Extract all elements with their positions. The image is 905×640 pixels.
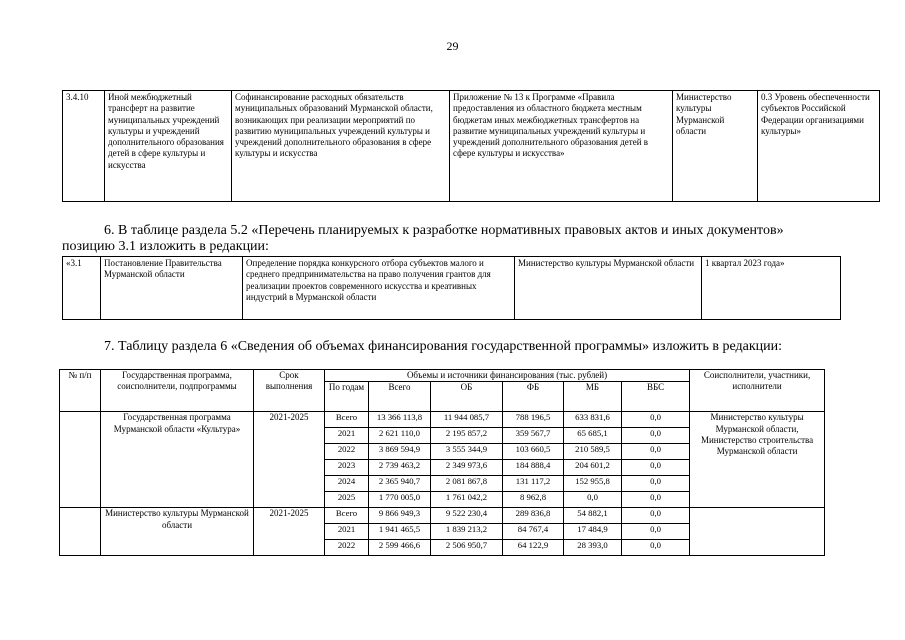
- vbs-cell: 0,0: [622, 444, 690, 460]
- mb-cell: 65 685,1: [564, 428, 622, 444]
- mb-cell: 28 393,0: [564, 540, 622, 556]
- ob-cell: 2 349 973,6: [431, 460, 503, 476]
- year-cell: 2025: [325, 492, 369, 508]
- measure-name: Иной межбюджетный трансферт на развитие муниципальных учреждений культуры и учреждений дополнительного образования детей в сфере культуры и искусства: [105, 91, 232, 202]
- page-number: 29: [446, 39, 459, 53]
- year-cell: 2021: [325, 524, 369, 540]
- table-row: [60, 508, 825, 524]
- vbs-cell: 0,0: [622, 428, 690, 444]
- paragraph-6-line-2: позицию 3.1 изложить в редакции:: [62, 239, 269, 254]
- year-cell: Всего: [325, 412, 369, 428]
- vbs-cell: 0,0: [622, 524, 690, 540]
- fb-cell: 289 836,8: [503, 508, 564, 524]
- program-term: 2021-2025: [254, 412, 325, 508]
- mb-cell: 54 882,1: [564, 508, 622, 524]
- program-executors: [690, 508, 825, 556]
- measure-indicator: 0.3 Уровень обеспеченности субъектов Российской Федерации организациями культуры»: [758, 91, 880, 202]
- fb-cell: 131 117,2: [503, 476, 564, 492]
- program-term: 2021-2025: [254, 508, 325, 556]
- fb-cell: 359 567,7: [503, 428, 564, 444]
- year-cell: 2021: [325, 428, 369, 444]
- fb-cell: 8 962,8: [503, 492, 564, 508]
- program-name: Государственная программа Мурманской области «Культура»: [101, 412, 254, 508]
- act-name: Постановление Правительства Мурманской области: [101, 257, 243, 320]
- paragraph-6-line-1: 6. В таблице раздела 5.2 «Перечень планируемых к разработке нормативных правовых актов и иных документов»: [104, 223, 784, 238]
- fb-cell: 84 767,4: [503, 524, 564, 540]
- header-vbs: ВБС: [622, 382, 690, 412]
- fb-cell: 788 196,5: [503, 412, 564, 428]
- total-cell: 1 770 005,0: [369, 492, 431, 508]
- table-row: [63, 257, 841, 320]
- fb-cell: 184 888,4: [503, 460, 564, 476]
- ob-cell: 3 555 344,9: [431, 444, 503, 460]
- mb-cell: 0,0: [564, 492, 622, 508]
- ob-cell: 1 839 213,2: [431, 524, 503, 540]
- financing-table: [59, 369, 825, 556]
- act-executor: Министерство культуры Мурманской области: [515, 257, 702, 320]
- year-cell: 2023: [325, 460, 369, 476]
- total-cell: 13 366 113,8: [369, 412, 431, 428]
- act-term: 1 квартал 2023 года»: [702, 257, 841, 320]
- year-cell: Всего: [325, 508, 369, 524]
- total-cell: 2 621 110,0: [369, 428, 431, 444]
- vbs-cell: 0,0: [622, 476, 690, 492]
- row-number: [60, 412, 101, 508]
- total-cell: 3 869 594,9: [369, 444, 431, 460]
- ob-cell: 2 195 857,2: [431, 428, 503, 444]
- paragraph-7: 7. Таблицу раздела 6 «Сведения об объемах финансирования государственной программы» изложить в редакции:: [104, 339, 783, 354]
- measure-executor: Министерство культуры Мурманской области: [673, 91, 758, 202]
- year-cell: 2022: [325, 540, 369, 556]
- act-number: «3.1: [63, 257, 101, 320]
- ob-cell: 11 944 085,7: [431, 412, 503, 428]
- row-number: [60, 508, 101, 556]
- mb-cell: 204 601,2: [564, 460, 622, 476]
- header-row: [60, 370, 825, 382]
- total-cell: 9 866 949,3: [369, 508, 431, 524]
- ob-cell: 1 761 042,2: [431, 492, 503, 508]
- mb-cell: 633 831,6: [564, 412, 622, 428]
- header-total: Всего: [369, 382, 431, 412]
- ob-cell: 2 081 867,8: [431, 476, 503, 492]
- table-row: [60, 412, 825, 428]
- header-years: По годам: [325, 382, 369, 412]
- total-cell: 2 365 940,7: [369, 476, 431, 492]
- measure-rules: Приложение № 13 к Программе «Правила предоставления из областного бюджета местным бюджетам иных межбюджетных трансфертов на развитие муниципальных учреждений культуры и учреждений дополнительного образования детей в сфере культуры и искусства»: [450, 91, 673, 202]
- header-program: Государственная программа, соисполнители, подпрограммы: [101, 370, 254, 412]
- mb-cell: 210 589,5: [564, 444, 622, 460]
- header-ob: ОБ: [431, 382, 503, 412]
- total-cell: 2 599 466,6: [369, 540, 431, 556]
- vbs-cell: 0,0: [622, 508, 690, 524]
- measure-number: 3.4.10: [63, 91, 105, 202]
- vbs-cell: 0,0: [622, 492, 690, 508]
- normative-acts-table: [62, 256, 841, 320]
- total-cell: 1 941 465,5: [369, 524, 431, 540]
- header-volumes: Объемы и источники финансирования (тыс. рублей): [325, 370, 690, 382]
- mb-cell: 152 955,8: [564, 476, 622, 492]
- ob-cell: 9 522 230,4: [431, 508, 503, 524]
- vbs-cell: 0,0: [622, 412, 690, 428]
- header-fb: ФБ: [503, 382, 564, 412]
- vbs-cell: 0,0: [622, 540, 690, 556]
- fb-cell: 103 660,5: [503, 444, 564, 460]
- header-term: Срок выполнения: [254, 370, 325, 412]
- year-cell: 2022: [325, 444, 369, 460]
- program-executors: Министерство культуры Мурманской области, Министерство строительства Мурманской области: [690, 412, 825, 508]
- program-measures-table: [62, 90, 880, 202]
- total-cell: 2 739 463,2: [369, 460, 431, 476]
- mb-cell: 17 484,9: [564, 524, 622, 540]
- ob-cell: 2 506 950,7: [431, 540, 503, 556]
- header-mb: МБ: [564, 382, 622, 412]
- header-num: № п/п: [60, 370, 101, 412]
- table-row: [63, 91, 880, 202]
- year-cell: 2024: [325, 476, 369, 492]
- act-content: Определение порядка конкурсного отбора субъектов малого и среднего предпринимательства на право получения грантов для реализации проектов современного искусства и креативных индустрий в Мурманской области: [243, 257, 515, 320]
- vbs-cell: 0,0: [622, 460, 690, 476]
- program-name: Министерство культуры Мурманской области: [101, 508, 254, 556]
- measure-purpose: Софинансирование расходных обязательств муниципальных образований Мурманской области, возникающих при реализации мероприятий по развитию муниципальных учреждений культуры и учреждений дополнительного образования в сфере культуры и искусства: [232, 91, 450, 202]
- header-executors: Соисполнители, участники, исполнители: [690, 370, 825, 412]
- fb-cell: 64 122,9: [503, 540, 564, 556]
